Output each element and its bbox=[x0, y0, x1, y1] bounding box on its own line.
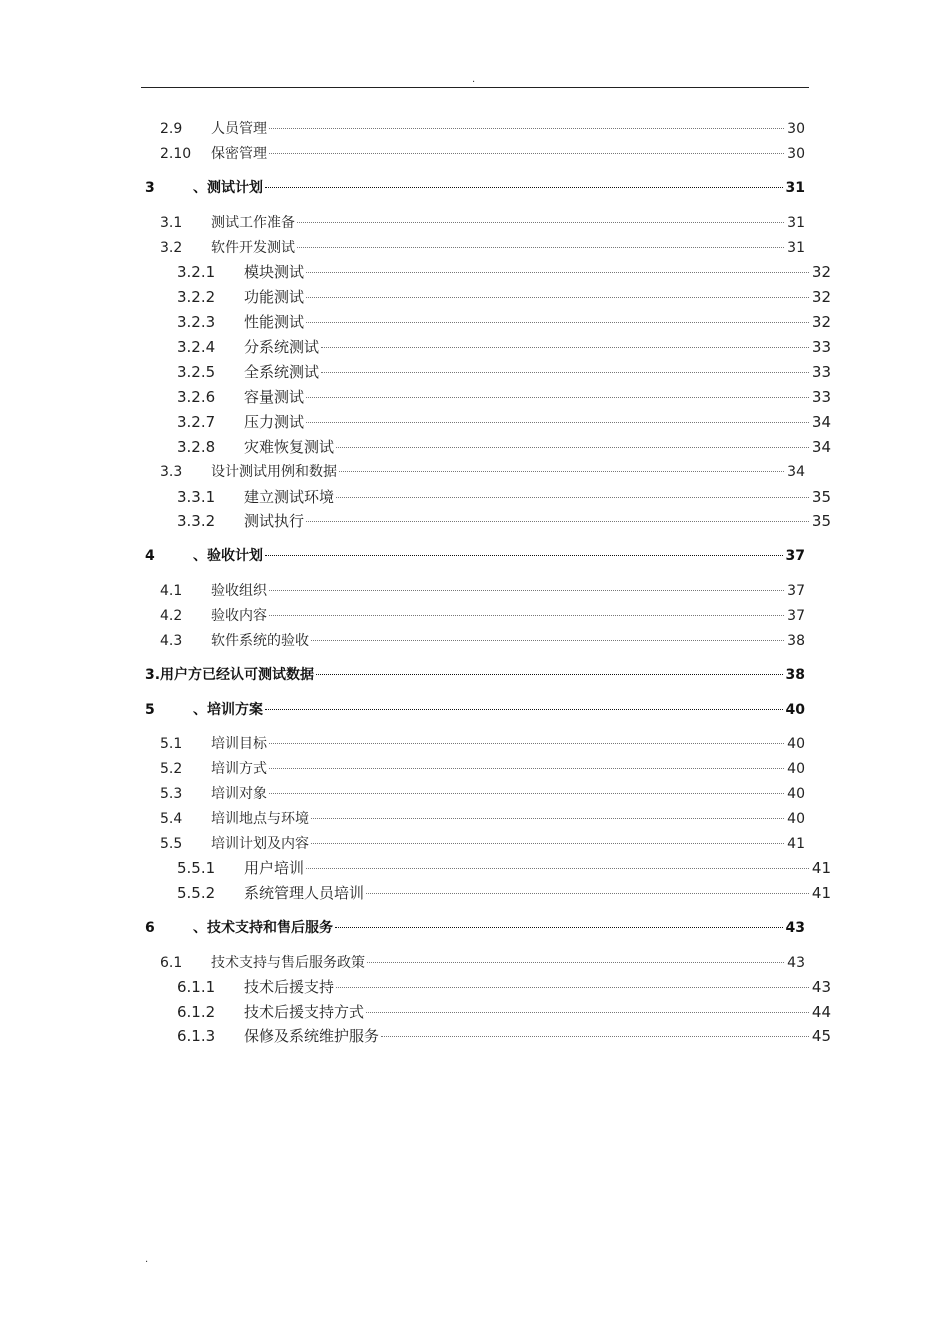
toc-entry-title: 建立测试环境 bbox=[244, 488, 335, 506]
toc-entry-page: 33 bbox=[811, 388, 831, 406]
toc-entry-title: 验收内容 bbox=[211, 608, 267, 624]
toc-entry[interactable] bbox=[177, 858, 831, 878]
toc-dot-leader bbox=[269, 153, 784, 154]
toc-dot-leader bbox=[265, 555, 783, 556]
toc-entry-title: 、测试计划 bbox=[193, 180, 263, 196]
toc-entry-number: 3.2 bbox=[160, 240, 183, 256]
toc-entry-number: 3.2.4 bbox=[177, 338, 216, 356]
toc-entry[interactable] bbox=[177, 362, 831, 382]
toc-entry-page: 43 bbox=[811, 978, 831, 996]
toc-entry-title: 压力测试 bbox=[244, 413, 305, 431]
toc-entry-number: 3.3.2 bbox=[177, 512, 216, 530]
toc-entry-page: 37 bbox=[787, 608, 805, 624]
toc-entry[interactable] bbox=[177, 511, 831, 531]
toc-dot-leader bbox=[306, 422, 809, 423]
toc-entry-page: 40 bbox=[787, 811, 805, 827]
toc-entry-number: 2.9 bbox=[160, 121, 183, 137]
toc-entry-title: 技术支持与售后服务政策 bbox=[211, 955, 365, 971]
toc-entry[interactable] bbox=[145, 178, 805, 198]
toc-dot-leader bbox=[306, 297, 809, 298]
toc-entry-page: 34 bbox=[811, 438, 831, 456]
toc-dot-leader bbox=[321, 372, 809, 373]
toc-entry-title: 技术后援支持 bbox=[244, 978, 335, 996]
toc-entry-number: 5 bbox=[145, 702, 155, 718]
toc-dot-leader bbox=[366, 893, 809, 894]
toc-entry-page: 43 bbox=[787, 955, 805, 971]
toc-dot-leader bbox=[381, 1036, 809, 1037]
toc-dot-leader bbox=[336, 497, 809, 498]
toc-entry-title: 培训地点与环境 bbox=[211, 811, 309, 827]
toc-entry[interactable] bbox=[177, 1026, 831, 1046]
toc-entry-title: 性能测试 bbox=[244, 313, 305, 331]
toc-entry-title: 软件系统的验收 bbox=[211, 633, 309, 649]
toc-entry-number: 5.5.2 bbox=[177, 884, 216, 902]
toc-entry-page: 34 bbox=[787, 464, 805, 480]
toc-entry-title: 、验收计划 bbox=[193, 548, 263, 564]
toc-dot-leader bbox=[311, 818, 784, 819]
toc-dot-leader bbox=[265, 187, 783, 188]
toc-entry-page: 41 bbox=[787, 836, 805, 852]
toc-entry[interactable] bbox=[145, 665, 805, 685]
toc-dot-leader bbox=[306, 868, 809, 869]
toc-entry-page: 31 bbox=[787, 240, 805, 256]
toc-dot-leader bbox=[311, 640, 784, 641]
toc-entry-title: 系统管理人员培训 bbox=[244, 884, 365, 902]
toc-entry-title: 验收组织 bbox=[211, 583, 267, 599]
toc-entry-title: 培训方式 bbox=[211, 761, 267, 777]
toc-entry-page: 33 bbox=[811, 363, 831, 381]
toc-entry-page: 40 bbox=[785, 702, 805, 718]
toc-entry-number: 5.1 bbox=[160, 736, 183, 752]
toc-entry[interactable] bbox=[145, 918, 805, 938]
toc-entry[interactable] bbox=[160, 631, 805, 651]
toc-entry-title: 分系统测试 bbox=[244, 338, 320, 356]
toc-entry-title: 测试工作准备 bbox=[211, 215, 295, 231]
toc-entry-number: 6.1.3 bbox=[177, 1027, 216, 1045]
toc-dot-leader bbox=[367, 962, 784, 963]
toc-entry-title: 培训对象 bbox=[211, 786, 267, 802]
toc-entry-title: 容量测试 bbox=[244, 388, 305, 406]
header-rule bbox=[141, 87, 809, 88]
toc-entry[interactable] bbox=[160, 809, 805, 829]
toc-entry[interactable] bbox=[160, 784, 805, 804]
toc-entry-page: 38 bbox=[785, 667, 805, 683]
toc-dot-leader bbox=[269, 793, 784, 794]
toc-entry[interactable] bbox=[145, 546, 805, 566]
toc-entry-title: 培训目标 bbox=[211, 736, 267, 752]
toc-entry[interactable] bbox=[177, 262, 831, 282]
toc-dot-leader bbox=[297, 222, 784, 223]
toc-entry-page: 37 bbox=[785, 548, 805, 564]
toc-entry-page: 33 bbox=[811, 338, 831, 356]
toc-entry-page: 31 bbox=[787, 215, 805, 231]
toc-entry-number: 4.3 bbox=[160, 633, 183, 649]
toc-entry-title: 用户培训 bbox=[244, 859, 305, 877]
toc-dot-leader bbox=[269, 768, 784, 769]
toc-entry[interactable] bbox=[177, 412, 831, 432]
toc-entry-number: 3 bbox=[145, 180, 155, 196]
toc-entry[interactable] bbox=[177, 437, 831, 457]
toc-entry[interactable] bbox=[177, 883, 831, 903]
toc-dot-leader bbox=[269, 743, 784, 744]
toc-entry-page: 45 bbox=[811, 1027, 831, 1045]
toc-entry-number: 3.2.5 bbox=[177, 363, 216, 381]
toc-entry-page: 30 bbox=[787, 121, 805, 137]
toc-entry-title: 、技术支持和售后服务 bbox=[193, 920, 333, 936]
toc-entry[interactable] bbox=[177, 312, 831, 332]
toc-entry[interactable] bbox=[160, 213, 805, 233]
toc-entry-number: 5.4 bbox=[160, 811, 183, 827]
toc-entry-title: 模块测试 bbox=[244, 263, 305, 281]
toc-entry-number: 3.2.2 bbox=[177, 288, 216, 306]
toc-entry[interactable] bbox=[160, 953, 805, 973]
toc-entry-title: 功能测试 bbox=[244, 288, 305, 306]
toc-entry-page: 31 bbox=[785, 180, 805, 196]
toc-entry-page: 38 bbox=[787, 633, 805, 649]
toc-entry[interactable] bbox=[177, 287, 831, 307]
toc-entry[interactable] bbox=[177, 977, 831, 997]
toc-entry-page: 37 bbox=[787, 583, 805, 599]
toc-dot-leader bbox=[306, 397, 809, 398]
toc-dot-leader bbox=[269, 590, 784, 591]
toc-entry[interactable] bbox=[177, 1002, 831, 1022]
toc-entry-page: 34 bbox=[811, 413, 831, 431]
toc-entry-page: 35 bbox=[811, 512, 831, 530]
toc-entry-number: 5.5.1 bbox=[177, 859, 216, 877]
toc-entry-title: 全系统测试 bbox=[244, 363, 320, 381]
toc-entry-page: 41 bbox=[811, 859, 831, 877]
toc-entry-title: 灾难恢复测试 bbox=[244, 438, 335, 456]
toc-entry[interactable] bbox=[160, 759, 805, 779]
toc-entry-page: 32 bbox=[811, 263, 831, 281]
toc-entry-title: 、培训方案 bbox=[193, 702, 263, 718]
toc-entry-number: 3.1 bbox=[160, 215, 183, 231]
toc-entry-number: 3.2.1 bbox=[177, 263, 216, 281]
toc-entry-title: 人员管理 bbox=[211, 121, 267, 137]
toc-entry-page: 44 bbox=[811, 1003, 831, 1021]
toc-dot-leader bbox=[336, 987, 809, 988]
toc-entry-title: 技术后援支持方式 bbox=[244, 1003, 365, 1021]
toc-entry-title: 培训计划及内容 bbox=[211, 836, 309, 852]
toc-dot-leader bbox=[265, 709, 783, 710]
toc-entry-number: 3.3 bbox=[160, 464, 183, 480]
toc-entry-title: 测试执行 bbox=[244, 512, 305, 530]
toc-entry-page: 32 bbox=[811, 288, 831, 306]
toc-dot-leader bbox=[269, 128, 784, 129]
toc-entry-number: 3.2.6 bbox=[177, 388, 216, 406]
toc-entry[interactable] bbox=[177, 387, 831, 407]
toc-entry-number: 3.2.7 bbox=[177, 413, 216, 431]
toc-dot-leader bbox=[335, 927, 783, 928]
toc-entry-page: 41 bbox=[811, 884, 831, 902]
toc-entry[interactable] bbox=[160, 238, 805, 258]
toc-entry-page: 40 bbox=[787, 736, 805, 752]
toc-entry[interactable] bbox=[177, 487, 831, 507]
toc-entry-number: 2.10 bbox=[160, 146, 192, 162]
toc-entry-number: 6.1.2 bbox=[177, 1003, 216, 1021]
toc-entry-number: 3.3.1 bbox=[177, 488, 216, 506]
toc-dot-leader bbox=[336, 447, 809, 448]
toc-entry[interactable] bbox=[177, 337, 831, 357]
toc-dot-leader bbox=[297, 247, 784, 248]
toc-entry-page: 43 bbox=[785, 920, 805, 936]
toc-entry-number: 3.2.8 bbox=[177, 438, 216, 456]
toc-entry-title: 3.用户方已经认可测试数据 bbox=[145, 667, 315, 683]
toc-entry[interactable] bbox=[160, 606, 805, 626]
toc-entry[interactable] bbox=[160, 834, 805, 854]
toc-entry[interactable] bbox=[145, 700, 805, 720]
toc-dot-leader bbox=[321, 347, 809, 348]
toc-entry-number: 4.2 bbox=[160, 608, 183, 624]
toc-entry-page: 32 bbox=[811, 313, 831, 331]
toc-entry-number: 6.1 bbox=[160, 955, 183, 971]
toc-entry-number: 6 bbox=[145, 920, 155, 936]
toc-entry-page: 30 bbox=[787, 146, 805, 162]
footer-mark: . bbox=[145, 1254, 149, 1265]
toc-entry-number: 5.3 bbox=[160, 786, 183, 802]
toc-dot-leader bbox=[311, 843, 784, 844]
toc-entry[interactable] bbox=[160, 144, 805, 164]
toc-entry-title: 保修及系统维护服务 bbox=[244, 1027, 380, 1045]
toc-entry-number: 4.1 bbox=[160, 583, 183, 599]
toc-entry[interactable] bbox=[160, 734, 805, 754]
toc-entry-number: 6.1.1 bbox=[177, 978, 216, 996]
toc-dot-leader bbox=[306, 521, 809, 522]
toc-entry-number: 5.2 bbox=[160, 761, 183, 777]
toc-entry-page: 40 bbox=[787, 761, 805, 777]
toc-entry-number: 4 bbox=[145, 548, 155, 564]
toc-dot-leader bbox=[316, 674, 782, 675]
toc-entry-number: 3.2.3 bbox=[177, 313, 216, 331]
toc-dot-leader bbox=[306, 322, 809, 323]
header-mark: . bbox=[472, 74, 476, 85]
toc-entry[interactable] bbox=[160, 462, 805, 482]
toc-entry-page: 40 bbox=[787, 786, 805, 802]
toc-entry-title: 软件开发测试 bbox=[211, 240, 295, 256]
toc-dot-leader bbox=[339, 471, 784, 472]
toc-entry[interactable] bbox=[160, 119, 805, 139]
toc-dot-leader bbox=[269, 615, 784, 616]
toc-entry-title: 保密管理 bbox=[211, 146, 267, 162]
toc-dot-leader bbox=[366, 1012, 809, 1013]
toc-entry-title: 设计测试用例和数据 bbox=[211, 464, 337, 480]
toc-entry-page: 35 bbox=[811, 488, 831, 506]
toc-entry[interactable] bbox=[160, 581, 805, 601]
toc-entry-number: 5.5 bbox=[160, 836, 183, 852]
toc-dot-leader bbox=[306, 272, 809, 273]
